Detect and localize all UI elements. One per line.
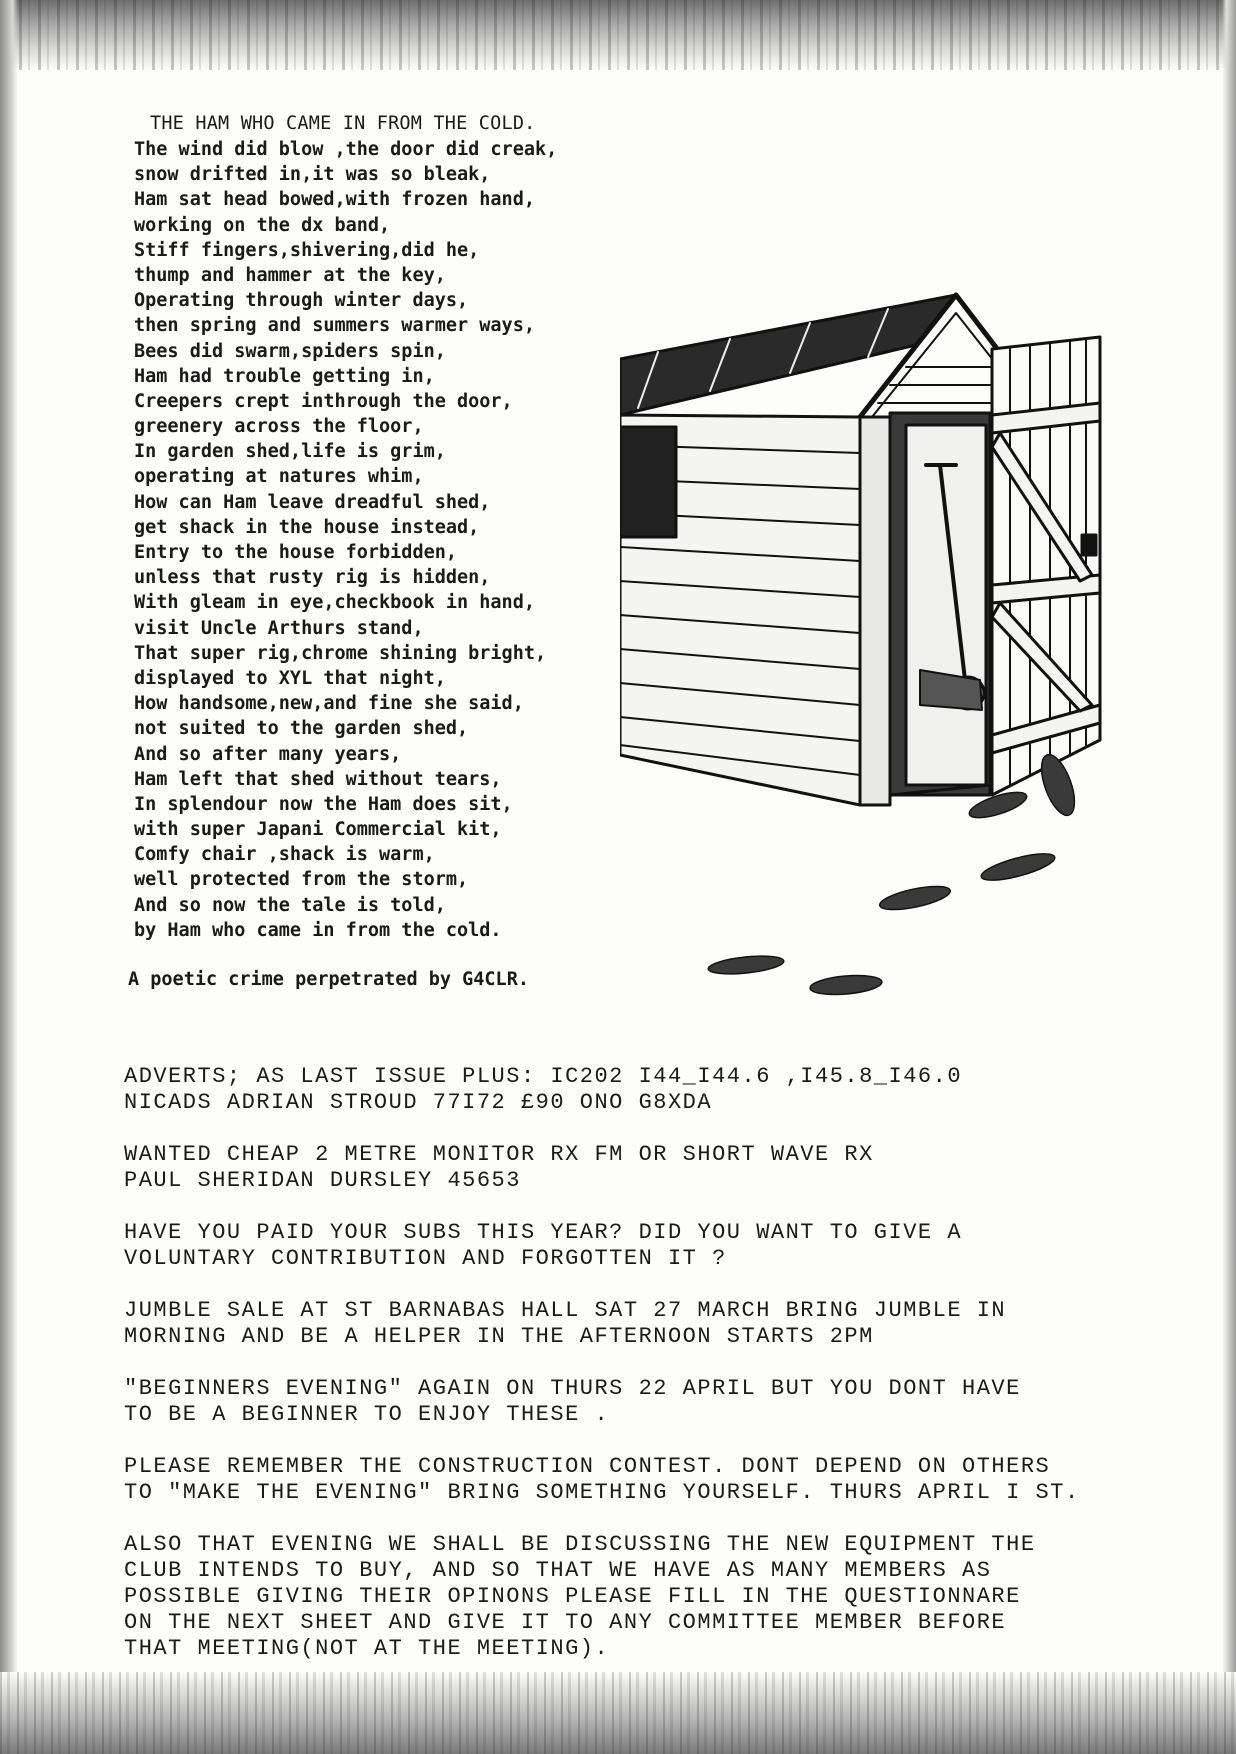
- poem-line: Comfy chair ,shack is warm,: [134, 844, 435, 866]
- notice-equipment-discussion: [124, 1532, 1124, 1662]
- notices-section: [124, 1064, 1124, 1688]
- poem-title: THE HAM WHO CAME IN FROM THE COLD.: [150, 113, 536, 134]
- notice-line: MORNING AND BE A HELPER IN THE AFTERNOON STARTS 2PM: [124, 1324, 874, 1349]
- poem-line: then spring and summers warmer ways,: [134, 315, 535, 337]
- poem-credit: A poetic crime perpetrated by G4CLR.: [128, 969, 529, 990]
- poem-body: [134, 137, 644, 943]
- poem-line: Ham sat head bowed,with frozen hand,: [134, 189, 535, 211]
- notice-line: TO "MAKE THE EVENING" BRING SOMETHING YOURSELF. THURS APRIL I ST.: [124, 1480, 1080, 1505]
- poem-line: with super Japani Commercial kit,: [134, 819, 502, 841]
- notice-subs: [124, 1220, 1124, 1272]
- poem-line: by Ham who came in from the cold.: [134, 919, 502, 941]
- poem-line: working on the dx band,: [134, 214, 391, 236]
- poem-line: That super rig,chrome shining bright,: [134, 642, 547, 664]
- poem-line: How can Ham leave dreadful shed,: [134, 491, 491, 513]
- notice-line: CLUB INTENDS TO BUY, AND SO THAT WE HAVE AS MANY MEMBERS AS: [124, 1558, 992, 1583]
- poem-line: Ham had trouble getting in,: [134, 365, 435, 387]
- garden-shed-drawing: [620, 285, 1180, 1005]
- notice-line: ALSO THAT EVENING WE SHALL BE DISCUSSING THE NEW EQUIPMENT THE: [124, 1532, 1036, 1557]
- notice-wanted: [124, 1142, 1124, 1194]
- shed-roof-side: [620, 295, 956, 415]
- poem-line: Stiff fingers,shivering,did he,: [134, 239, 480, 261]
- poem-line: The wind did blow ,the door did creak,: [134, 139, 558, 160]
- poem-line: And so now the tale is told,: [134, 894, 446, 916]
- poem-line: In splendour now the Ham does sit,: [134, 793, 513, 815]
- notice-line: NICADS ADRIAN STROUD 77I72 £90 ONO G8XDA: [124, 1090, 713, 1115]
- notice-line: WANTED CHEAP 2 METRE MONITOR RX FM OR SHORT WAVE RX: [124, 1142, 874, 1167]
- notice-line: TO BE A BEGINNER TO ENJOY THESE .: [124, 1402, 610, 1427]
- poem-line: Entry to the house forbidden,: [134, 542, 458, 563]
- notice-line: ON THE NEXT SHEET AND GIVE IT TO ANY COMMITTEE MEMBER BEFORE: [124, 1610, 1007, 1635]
- scan-shadow-left: [0, 0, 18, 1754]
- poem-line: Operating through winter days,: [134, 290, 469, 312]
- poem-line: Ham left that shed without tears,: [134, 768, 502, 790]
- notice-line: JUMBLE SALE AT ST BARNABAS HALL SAT 27 MARCH BRING JUMBLE IN: [124, 1298, 1007, 1323]
- poem-line: With gleam in eye,checkbook in hand,: [134, 592, 535, 614]
- notice-line: POSSIBLE GIVING THEIR OPINONS PLEASE FILL IN THE QUESTIONNARE: [124, 1584, 1021, 1609]
- notice-line: PAUL SHERIDAN DURSLEY 45653: [124, 1168, 521, 1193]
- poem-line: displayed to XYL that night,: [134, 667, 446, 689]
- notice-line: THAT MEETING(NOT AT THE MEETING).: [124, 1636, 610, 1661]
- poem-line: Creepers crept inthrough the door,: [134, 390, 513, 412]
- poem-line: In garden shed,life is grim,: [134, 441, 446, 463]
- notice-line: VOLUNTARY CONTRIBUTION AND FORGOTTEN IT ?: [124, 1246, 727, 1271]
- scan-noise-top: [0, 0, 1236, 70]
- poem-line: visit Uncle Arthurs stand,: [134, 617, 424, 639]
- poem-line: How handsome,new,and fine she said,: [134, 693, 524, 715]
- scan-shadow-right: [1222, 0, 1236, 1754]
- notice-jumble-sale: [124, 1298, 1124, 1350]
- notice-beginners-evening: [124, 1376, 1124, 1428]
- poem-line: unless that rusty rig is hidden,: [134, 567, 491, 589]
- poem-line: greenery across the floor,: [134, 416, 424, 438]
- notice-line: "BEGINNERS EVENING" AGAIN ON THURS 22 APRIL BUT YOU DONT HAVE: [124, 1376, 1021, 1401]
- shed-window: [620, 427, 676, 537]
- poem-line: thump and hammer at the key,: [134, 264, 446, 286]
- poem-line: get shack in the house instead,: [134, 516, 480, 538]
- poem-line: well protected from the storm,: [134, 869, 469, 891]
- notice-line: ADVERTS; AS LAST ISSUE PLUS: IC202 I44_I44.6 ,I45.8_I46.0: [124, 1064, 963, 1089]
- poem-line: not suited to the garden shed,: [134, 718, 469, 740]
- poem-line: Bees did swarm,spiders spin,: [134, 340, 446, 362]
- poem-line: snow drifted in,it was so bleak,: [134, 164, 491, 186]
- notice-line: HAVE YOU PAID YOUR SUBS THIS YEAR? DID YOU WANT TO GIVE A: [124, 1220, 963, 1245]
- poem-line: operating at natures whim,: [134, 466, 424, 488]
- poem-line: And so after many years,: [134, 743, 402, 765]
- notice-adverts: [124, 1064, 1124, 1116]
- notice-construction-contest: [124, 1454, 1124, 1506]
- notice-line: PLEASE REMEMBER THE CONSTRUCTION CONTEST. DONT DEPEND ON OTHERS: [124, 1454, 1051, 1479]
